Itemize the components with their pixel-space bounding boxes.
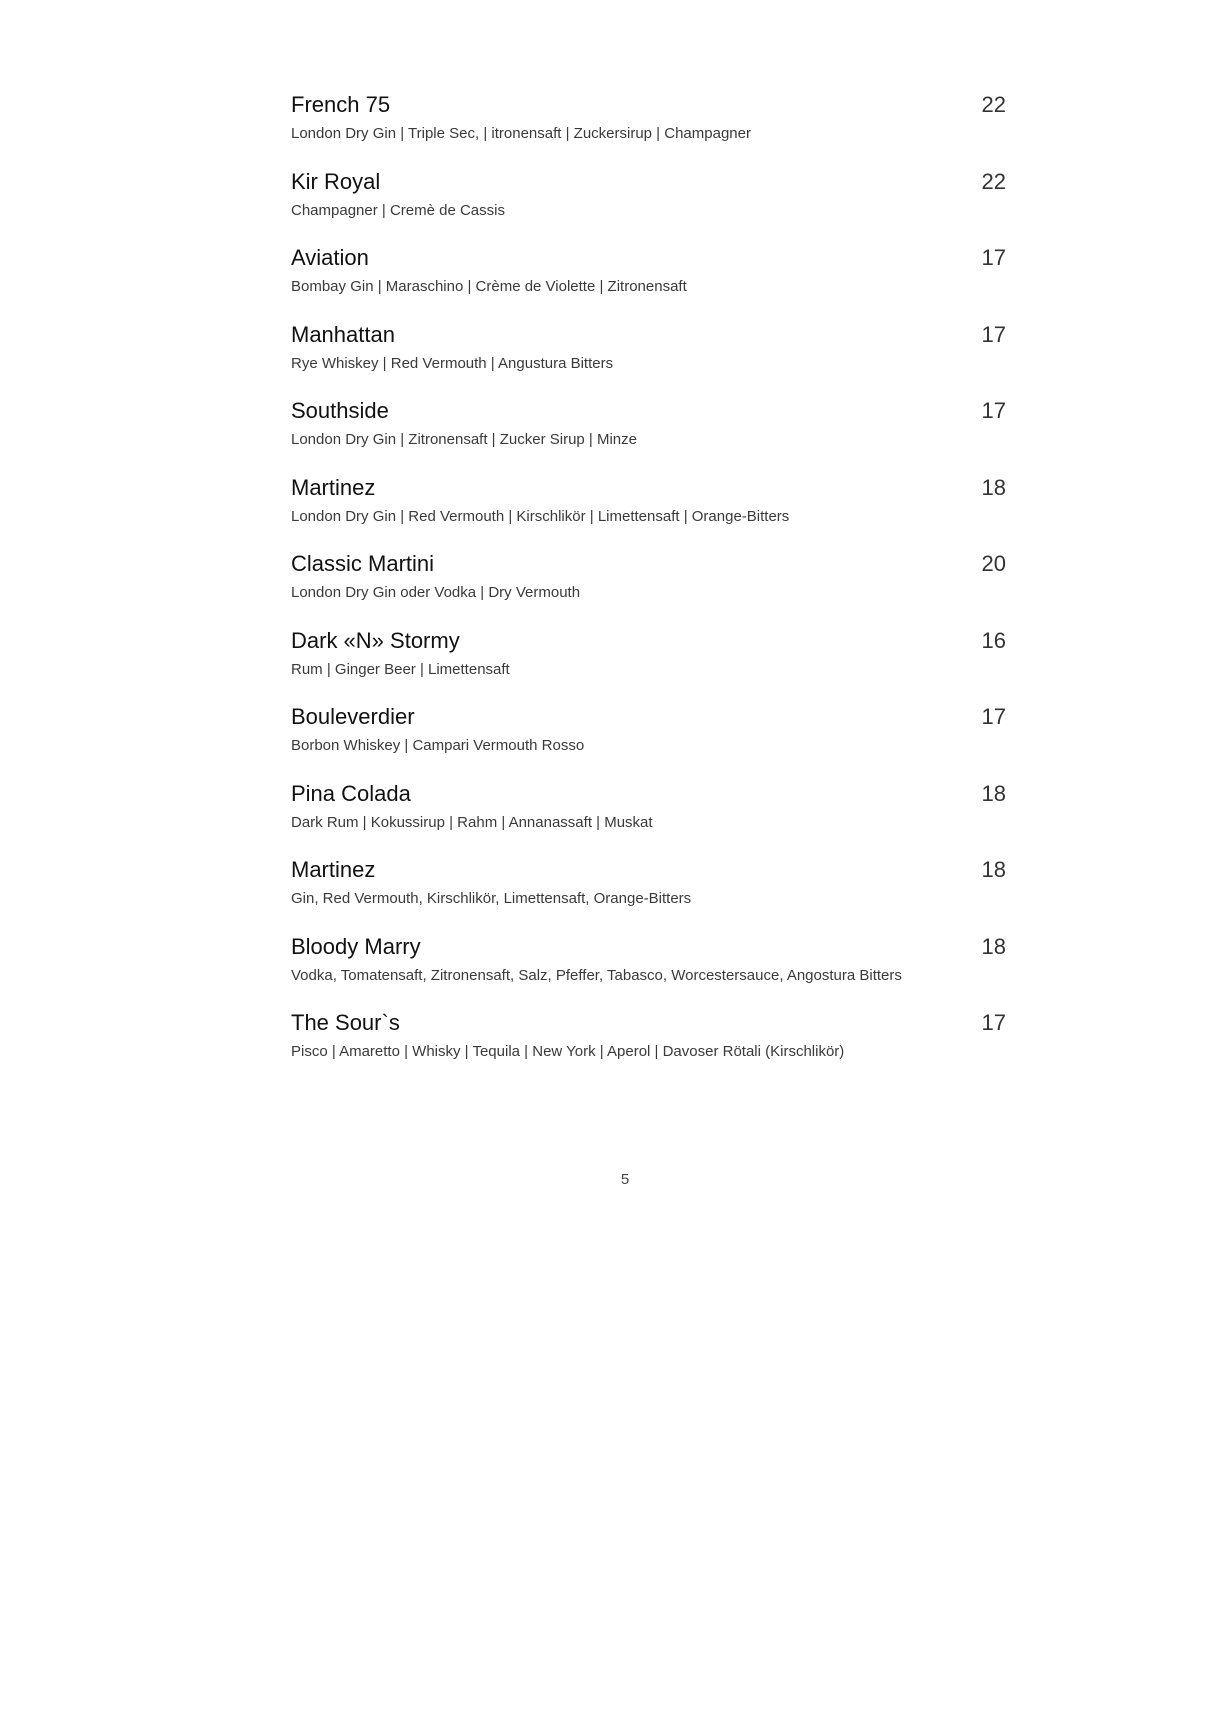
item-ingredients: London Dry Gin oder Vodka | Dry Vermouth bbox=[291, 584, 581, 601]
menu-item-manhattan bbox=[291, 320, 1006, 397]
item-price: 18 bbox=[981, 780, 1006, 806]
menu-item-pina-colada bbox=[291, 779, 1006, 856]
item-price: 18 bbox=[981, 933, 1006, 959]
item-name: Aviation bbox=[291, 245, 369, 270]
menu-item-bouleverdier bbox=[291, 702, 1006, 779]
item-price: 17 bbox=[981, 704, 1006, 729]
menu-item-french-75 bbox=[291, 90, 1006, 167]
item-name: Manhattan bbox=[291, 321, 395, 347]
item-price: 22 bbox=[981, 92, 1006, 117]
menu-item-classic-martini bbox=[291, 549, 1006, 626]
item-ingredients: Rum | Ginger Beer | Limettensaft bbox=[291, 660, 510, 678]
menu-item-the-sours bbox=[291, 1008, 1006, 1085]
item-name: Bloody Marry bbox=[291, 933, 421, 959]
item-name: Classic Martini bbox=[291, 551, 435, 576]
menu-item-southside bbox=[291, 396, 1006, 473]
item-price: 17 bbox=[981, 398, 1006, 423]
item-price: 18 bbox=[981, 857, 1006, 882]
menu-item-dark-n-stormy bbox=[291, 626, 1006, 703]
item-name: French 75 bbox=[291, 92, 391, 117]
item-ingredients: London Dry Gin | Triple Sec, | itronensaft | Zuckersirup | Champagner bbox=[291, 125, 751, 142]
item-name: Pina Colada bbox=[291, 780, 411, 806]
menu-item-kir-royal bbox=[291, 167, 1006, 244]
cocktail-menu bbox=[291, 90, 1006, 1085]
item-price: 20 bbox=[981, 551, 1006, 576]
item-ingredients: Champagner | Cremè de Cassis bbox=[291, 201, 505, 219]
menu-item-aviation bbox=[291, 243, 1006, 320]
item-ingredients: London Dry Gin | Zitronensaft | Zucker Sirup | Minze bbox=[291, 431, 637, 448]
item-ingredients: Gin, Red Vermouth, Kirschlikör, Limettensaft, Orange-Bitters bbox=[291, 890, 692, 907]
item-price: 17 bbox=[981, 245, 1006, 270]
item-ingredients: Rye Whiskey | Red Vermouth | Angustura Bitters bbox=[291, 354, 614, 372]
item-price: 16 bbox=[981, 627, 1006, 653]
item-ingredients: Pisco | Amaretto | Whisky | Tequila | New York | Aperol | Davoser Rötali (Kirschlikör) bbox=[291, 1043, 845, 1060]
menu-item-martinez-2 bbox=[291, 855, 1006, 932]
menu-item-bloody-marry bbox=[291, 932, 1006, 1009]
item-name: Martinez bbox=[291, 474, 376, 500]
item-name: Martinez bbox=[291, 857, 376, 882]
item-ingredients: Dark Rum | Kokussirup | Rahm | Annanassaft | Muskat bbox=[291, 813, 653, 831]
item-name: Southside bbox=[291, 398, 389, 423]
item-price: 22 bbox=[981, 168, 1006, 194]
item-ingredients: London Dry Gin | Red Vermouth | Kirschlikör | Limettensaft | Orange-Bitters bbox=[291, 507, 790, 525]
menu-item-martinez bbox=[291, 473, 1006, 550]
page-number: 5 bbox=[620, 1171, 630, 1188]
item-ingredients: Vodka, Tomatensaft, Zitronensaft, Salz, Pfeffer, Tabasco, Worcestersauce, Angostura Bitters bbox=[291, 966, 902, 984]
item-name: The Sour`s bbox=[291, 1010, 400, 1035]
item-name: Bouleverdier bbox=[291, 704, 415, 729]
item-ingredients: Bombay Gin | Maraschino | Crème de Violette | Zitronensaft bbox=[291, 278, 687, 295]
item-price: 17 bbox=[981, 1010, 1006, 1035]
item-ingredients: Borbon Whiskey | Campari Vermouth Rosso bbox=[291, 737, 585, 754]
item-price: 18 bbox=[981, 474, 1006, 500]
item-price: 17 bbox=[981, 321, 1006, 347]
item-name: Kir Royal bbox=[291, 168, 381, 194]
item-name: Dark «N» Stormy bbox=[291, 627, 460, 653]
